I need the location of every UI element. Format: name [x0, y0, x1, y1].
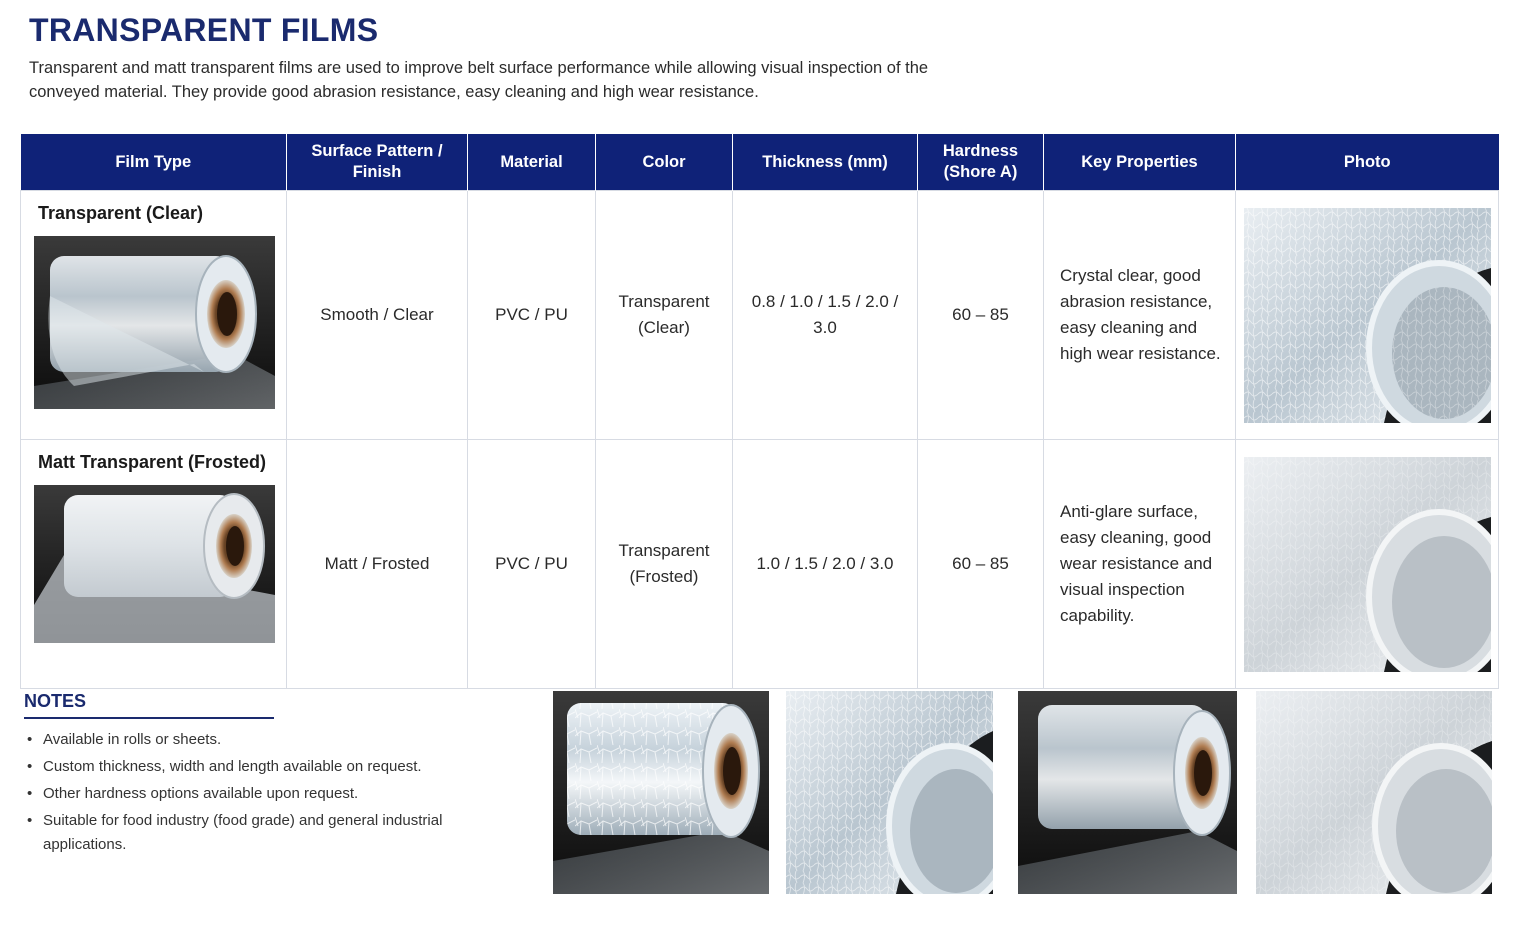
material-cell: PVC / PU: [468, 191, 596, 440]
photo-cell: [1236, 440, 1499, 689]
header-key-properties: Key Properties: [1044, 134, 1236, 191]
frosted-roll-image: [34, 485, 275, 643]
notes-list: [24, 728, 494, 860]
header-surface: Surface Pattern / Finish: [287, 134, 468, 191]
thickness-cell: 0.8 / 1.0 / 1.5 / 2.0 / 3.0: [733, 191, 918, 440]
film-type-cell: [21, 440, 287, 689]
hardness-cell: 60 – 85: [918, 440, 1044, 689]
header-material: Material: [468, 134, 596, 191]
table-row: [21, 191, 1499, 440]
notes-title: NOTES: [24, 691, 87, 711]
gallery-textured-roll-image: [553, 691, 769, 894]
key-properties-cell: Anti-glare surface, easy cleaning, good wear resistance and visual inspection capability.: [1044, 440, 1236, 689]
gallery-clear-roll-image: [1018, 691, 1237, 894]
surface-cell: Smooth / Clear: [287, 191, 468, 440]
gallery-textured-tube-image: [786, 691, 993, 894]
hardness-cell: 60 – 85: [918, 191, 1044, 440]
intro-text: Transparent and matt transparent films are used to improve belt surface performance while allowing visual inspection of the conveyed material. They provide good abrasion resistance, easy cleaning and high wear resistance.: [29, 59, 929, 101]
header-hardness: Hardness (Shore A): [918, 134, 1044, 191]
clear-tube-photo: [1244, 208, 1491, 423]
film-type-cell: [21, 191, 287, 440]
spec-table: [20, 134, 1499, 689]
frosted-tube-photo: [1244, 457, 1491, 672]
header-color: Color: [596, 134, 733, 191]
list-item: • Custom thickness, width and length available on request.: [24, 755, 494, 779]
table-header-row: [21, 134, 1499, 191]
color-cell: Transparent (Clear): [596, 191, 733, 440]
thickness-cell: 1.0 / 1.5 / 2.0 / 3.0: [733, 440, 918, 689]
page-title: TRANSPARENT FILMS: [29, 12, 379, 48]
key-properties-cell: Crystal clear, good abrasion resistance, easy cleaning and high wear resistance.: [1044, 191, 1236, 440]
material-cell: PVC / PU: [468, 440, 596, 689]
header-photo: Photo: [1236, 134, 1499, 191]
clear-roll-image: [34, 236, 275, 409]
header-thickness: Thickness (mm): [733, 134, 918, 191]
film-type-name: Matt Transparent (Frosted): [38, 452, 267, 472]
photo-cell: [1236, 191, 1499, 440]
film-type-name: Transparent (Clear): [38, 203, 204, 223]
gallery-frosted-tube-image: [1256, 691, 1492, 894]
color-cell: Transparent (Frosted): [596, 440, 733, 689]
surface-cell: Matt / Frosted: [287, 440, 468, 689]
table-row: [21, 440, 1499, 689]
list-item: • Other hardness options available upon request.: [24, 782, 494, 806]
notes-divider: [24, 717, 274, 719]
header-film-type: Film Type: [21, 134, 287, 191]
list-item: • Available in rolls or sheets.: [24, 728, 494, 752]
list-item: • Suitable for food industry (food grade) and general industrial applications.: [24, 809, 494, 857]
